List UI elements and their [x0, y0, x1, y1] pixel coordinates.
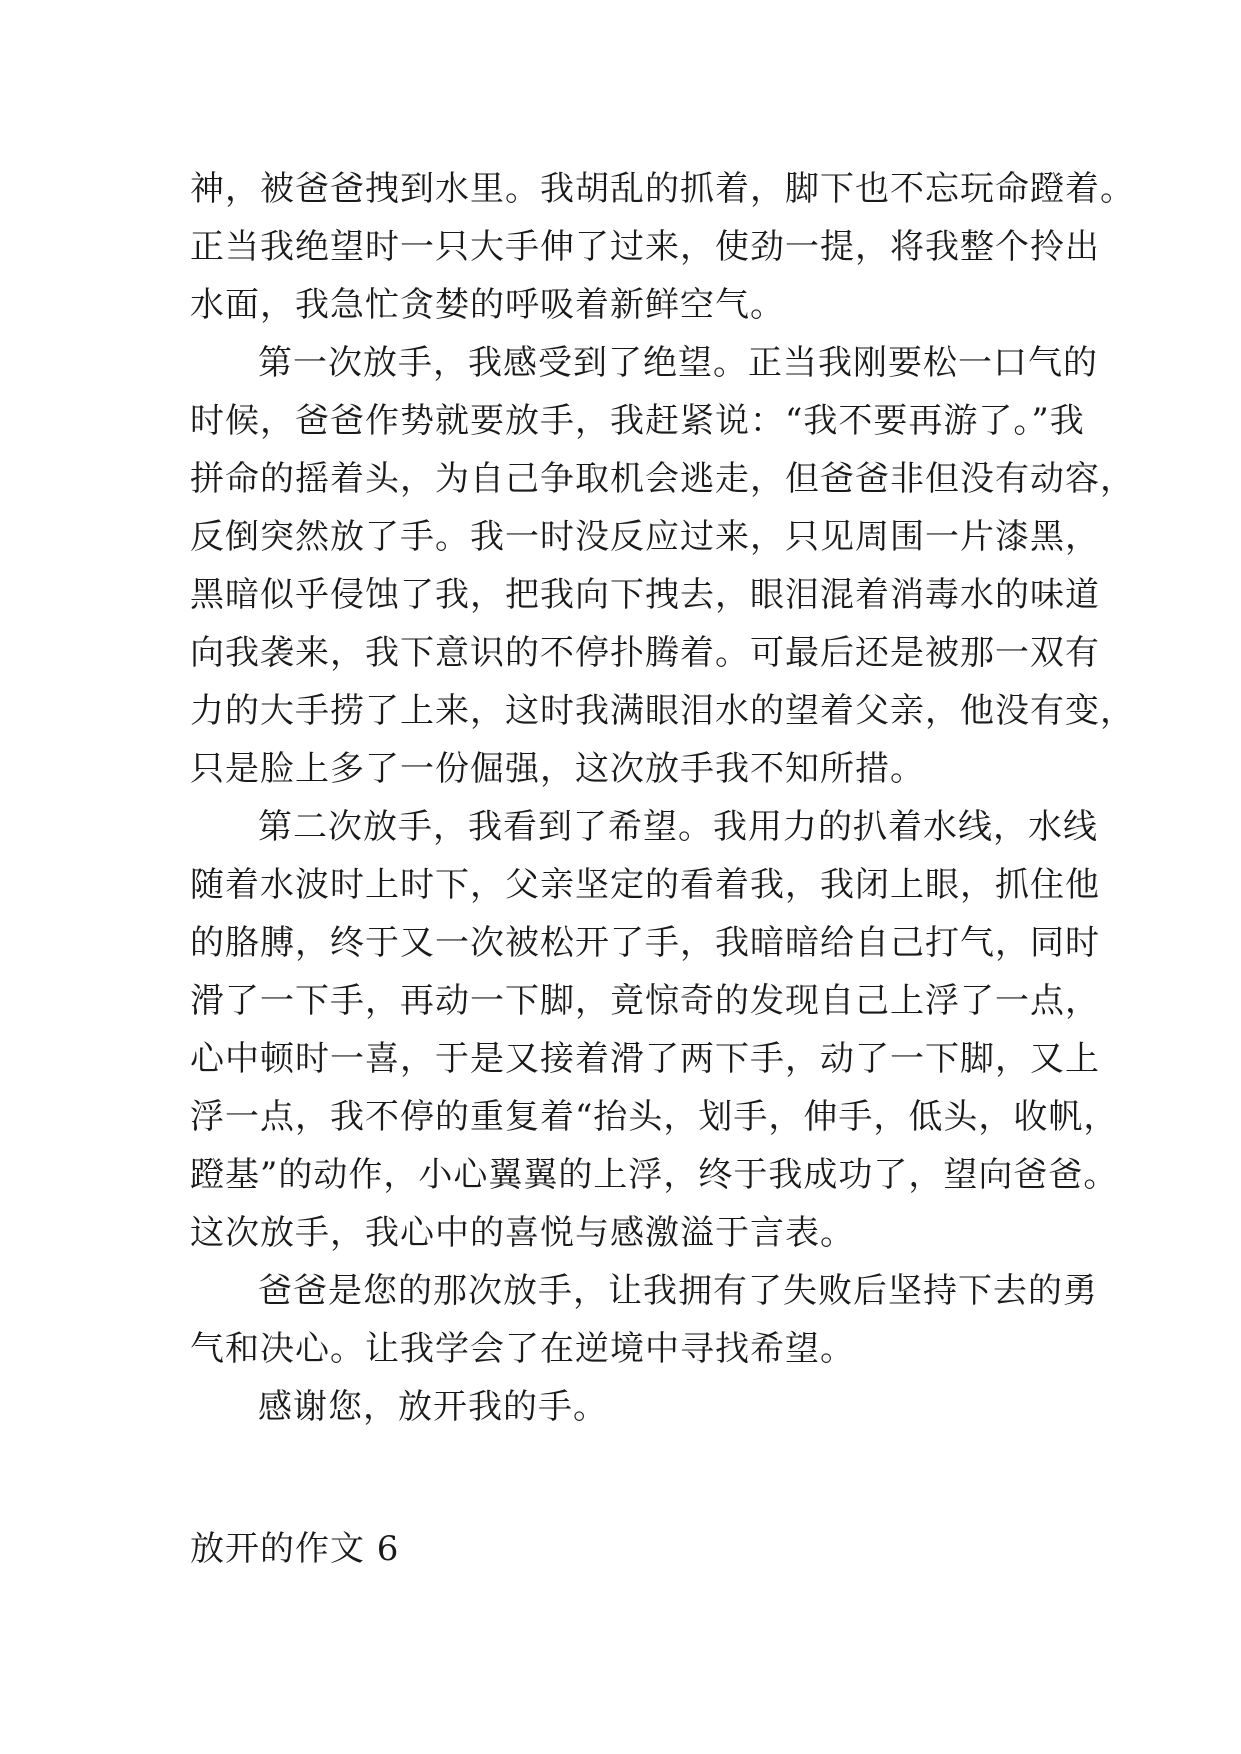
text-line: 力的大手捞了上来，这时我满眼泪水的望着父亲，他没有变， — [190, 691, 1135, 731]
text-line: 神，被爸爸拽到水里。我胡乱的抓着，脚下也不忘玩命蹬着。 — [190, 169, 1135, 209]
paragraph — [190, 798, 1119, 1262]
text-line: 向我袭来，我下意识的不停扑腾着。可最后还是被那一双有 — [190, 633, 1100, 673]
text-line: 水面，我急忙贪婪的呼吸着新鲜空气。 — [190, 285, 785, 325]
paragraph — [190, 1378, 1050, 1436]
text-line: 第一次放手，我感受到了绝望。正当我刚要松一口气的 — [258, 343, 1098, 383]
text-line: 心中顿时一喜，于是又接着滑了两下手，动了一下脚，又上 — [190, 1039, 1100, 1079]
paragraph — [190, 334, 1135, 798]
text-line: 时候，爸爸作势就要放手，我赶紧说：“我不要再游了。”我 — [190, 401, 1085, 441]
text-line: 感谢您，放开我的手。 — [258, 1387, 608, 1427]
text-line: 这次放手，我心中的喜悦与感激溢于言表。 — [190, 1213, 855, 1253]
text-line: 爸爸是您的那次放手，让我拥有了失败后坚持下去的勇 — [258, 1271, 1098, 1311]
paragraph — [190, 160, 1135, 334]
text-line: 蹬基”的动作，小心翼翼的上浮，终于我成功了，望向爸爸。 — [190, 1155, 1119, 1195]
text-line: 浮一点，我不停的重复着“抬头，划手，伸手，低头，收帆， — [190, 1097, 1119, 1137]
text-line: 反倒突然放了手。我一时没反应过来，只见周围一片漆黑， — [190, 517, 1100, 557]
text-line: 气和决心。让我学会了在逆境中寻找希望。 — [190, 1329, 855, 1369]
paragraph — [190, 1262, 1098, 1378]
text-line: 随着水波时上时下，父亲坚定的看着我，我闭上眼，抓住他 — [190, 865, 1100, 905]
text-line: 黑暗似乎侵蚀了我，把我向下拽去，眼泪混着消毒水的味道 — [190, 575, 1100, 615]
text-line: 正当我绝望时一只大手伸了过来，使劲一提，将我整个拎出 — [190, 227, 1100, 267]
text-line: 拼命的摇着头，为自己争取机会逃走，但爸爸非但没有动容， — [190, 459, 1135, 499]
text-line: 滑了一下手，再动一下脚，竟惊奇的发现自己上浮了一点， — [190, 981, 1100, 1021]
text-line: 第二次放手，我看到了希望。我用力的扒着水线，水线 — [258, 807, 1098, 847]
section-title: 放开的作文 6 — [190, 1529, 400, 1569]
text-line: 的胳膊，终于又一次被松开了手，我暗暗给自己打气，同时 — [190, 923, 1100, 963]
text-line: 只是脸上多了一份倔强，这次放手我不知所措。 — [190, 749, 925, 789]
essay-body — [190, 160, 1135, 1436]
